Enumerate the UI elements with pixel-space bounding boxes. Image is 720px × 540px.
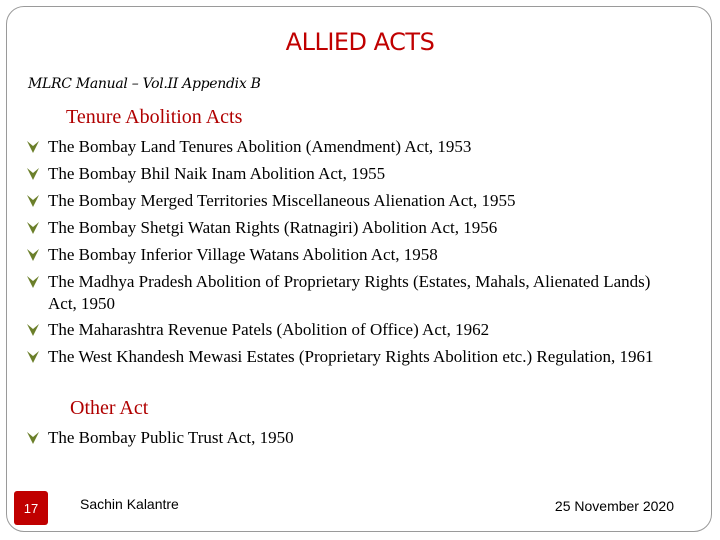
checkmark-bullet-icon <box>26 248 40 262</box>
list-item <box>26 136 666 158</box>
tenure-acts-list <box>26 136 666 372</box>
act-title: The Maharashtra Revenue Patels (Abolition of Office) Act, 1962 <box>48 320 490 339</box>
checkmark-bullet-icon <box>26 140 40 154</box>
act-title: The Bombay Inferior Village Watans Abolition Act, 1958 <box>48 245 438 264</box>
other-acts-list <box>26 427 666 454</box>
list-item <box>26 427 666 449</box>
act-title: The Bombay Land Tenures Abolition (Amendment) Act, 1953 <box>48 137 472 156</box>
act-title: The Bombay Bhil Naik Inam Abolition Act, 1955 <box>48 164 386 183</box>
list-item <box>26 346 666 368</box>
slide-title: ALLIED ACTS <box>285 28 435 56</box>
footer-author: Sachin Kalantre <box>80 496 179 512</box>
section-heading-other: Other Act <box>70 397 149 419</box>
act-title: The West Khandesh Mewasi Estates (Proprietary Rights Abolition etc.) Regulation, 1961 <box>48 347 654 366</box>
section-heading-tenure: Tenure Abolition Acts <box>66 106 243 128</box>
slide-subtitle: MLRC Manual – Vol.II Appendix B <box>28 76 261 92</box>
checkmark-bullet-icon <box>26 194 40 208</box>
list-item <box>26 163 666 185</box>
checkmark-bullet-icon <box>26 350 40 364</box>
checkmark-bullet-icon <box>26 323 40 337</box>
list-item <box>26 319 666 341</box>
act-title: The Bombay Merged Territories Miscellaneous Alienation Act, 1955 <box>48 191 516 210</box>
act-title: The Bombay Shetgi Watan Rights (Ratnagiri) Abolition Act, 1956 <box>48 218 498 237</box>
page-number-badge: 17 <box>14 491 48 525</box>
list-item <box>26 190 666 212</box>
act-title: The Madhya Pradesh Abolition of Proprietary Rights (Estates, Mahals, Alienated Lands) Act, 1950 <box>48 272 651 313</box>
list-item <box>26 244 666 266</box>
list-item <box>26 217 666 239</box>
act-title: The Bombay Public Trust Act, 1950 <box>48 428 294 447</box>
checkmark-bullet-icon <box>26 221 40 235</box>
checkmark-bullet-icon <box>26 167 40 181</box>
list-item <box>26 271 666 315</box>
footer-date: 25 November 2020 <box>554 498 674 514</box>
checkmark-bullet-icon <box>26 431 40 445</box>
checkmark-bullet-icon <box>26 275 40 289</box>
